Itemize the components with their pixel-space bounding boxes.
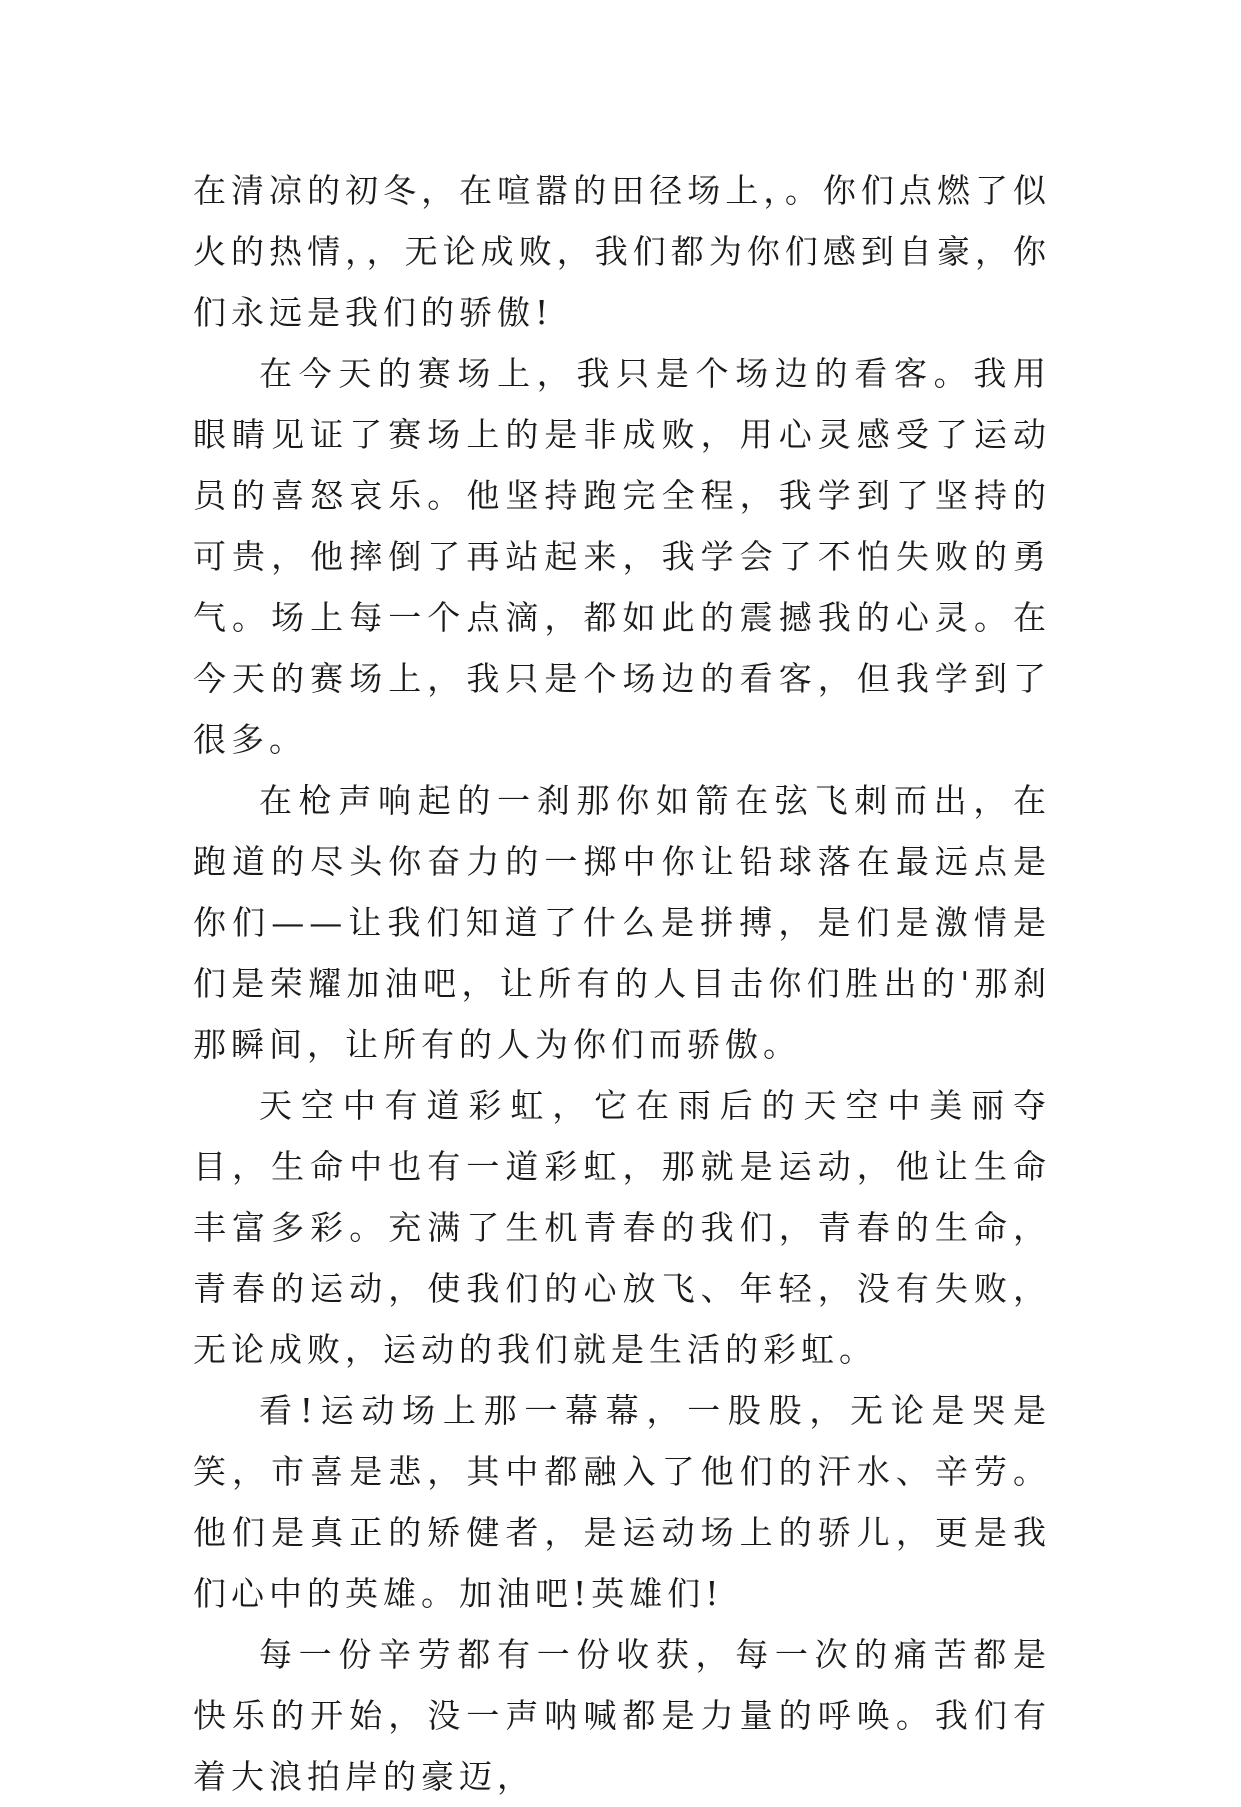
- paragraph-5: 看!运动场上那一幕幕，一股股，无论是哭是笑，市喜是悲，其中都融入了他们的汗水、辛劳。他们是真正的矫健者，是运动场上的骄儿，更是我们心中的英雄。加油吧!英雄们!: [193, 1391, 1051, 1613]
- paragraph-1: 在清凉的初冬，在喧嚣的田径场上，。你们点燃了似火的热情，，无论成败，我们都为你们感到自豪，你们永远是我们的骄傲!: [193, 171, 1051, 332]
- paragraph-6: 每一份辛劳都有一份收获，每一次的痛苦都是快乐的开始，没一声呐喊都是力量的呼唤。我们有着大浪拍岸的豪迈，: [193, 1635, 1051, 1796]
- paragraph-3: 在枪声响起的一刹那你如箭在弦飞刺而出，在跑道的尽头你奋力的一掷中你让铅球落在最远点是你们——让我们知道了什么是拼搏，是们是激情是们是荣耀加油吧，让所有的人目击你们胜出的'那刹那瞬间，让所有的人为你们而骄傲。: [193, 781, 1051, 1064]
- paragraph-2: 在今天的赛场上，我只是个场边的看客。我用眼睛见证了赛场上的是非成败，用心灵感受了运动员的喜怒哀乐。他坚持跑完全程，我学到了坚持的可贵，他摔倒了再站起来，我学会了不怕失败的勇气。场上每一个点滴，都如此的震撼我的心灵。在今天的赛场上，我只是个场边的看客，但我学到了很多。: [193, 354, 1051, 759]
- paragraph-4: 天空中有道彩虹，它在雨后的天空中美丽夺目，生命中也有一道彩虹，那就是运动，他让生命丰富多彩。充满了生机青春的我们，青春的生命，青春的运动，使我们的心放飞、年轻，没有失败，无论成败，运动的我们就是生活的彩虹。: [193, 1086, 1051, 1369]
- document-body: [193, 160, 1051, 1807]
